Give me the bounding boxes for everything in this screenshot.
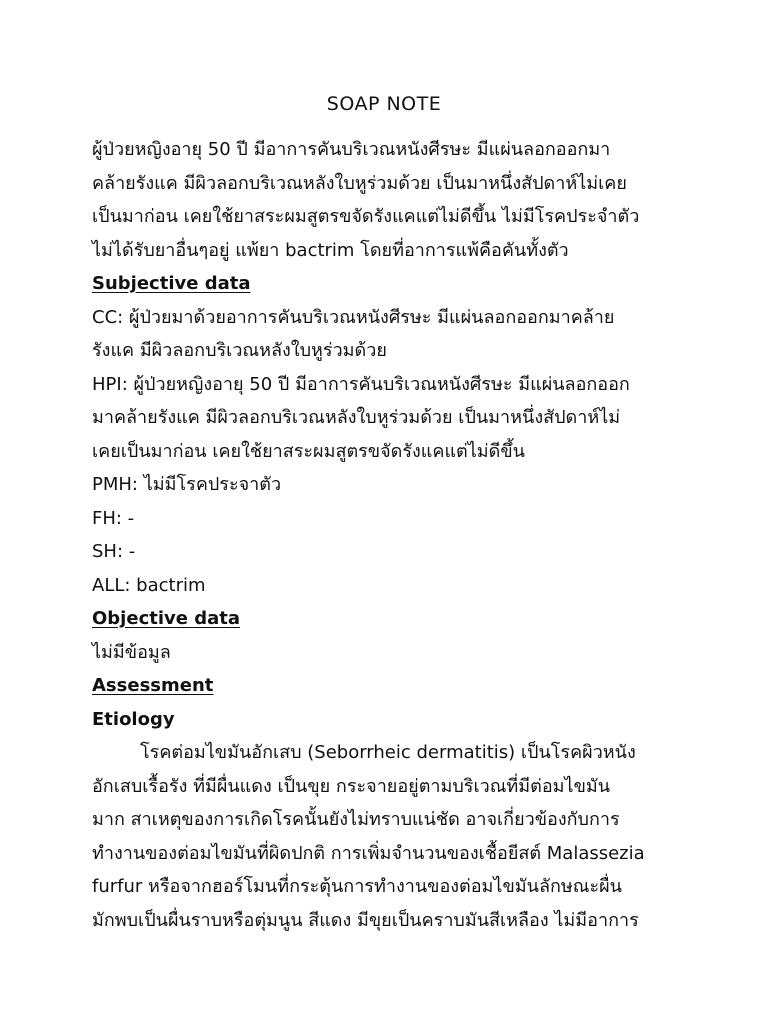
- document-title: SOAP NOTE: [326, 93, 442, 115]
- objective-line: ไม่มีข้อมูล: [92, 641, 171, 663]
- hpi-line: HPI: ผู้ป่วยหญิงอายุ 50 ปี มีอาการคันบริเวณหนังศีรษะ มีแผ่นลอกออก: [92, 373, 630, 395]
- etiology-line: furfur หรือจากฮอร์โมนที่กระตุ้นการทำงานของต่อมไขมันลักษณะผื่น: [92, 876, 622, 897]
- subjective-section: [92, 267, 692, 602]
- intro-line: คล้ายรังแค มีผิวลอกบริเวณหลังใบหูร่วมด้วย เป็นมาหนึ่งสัปดาห์ไม่เคย: [92, 172, 627, 194]
- hpi-line: มาคล้ายรังแค มีผิวลอกบริเวณหลังใบหูร่วมด้วย เป็นมาหนึ่งสัปดาห์ไม่: [92, 407, 621, 428]
- hpi-line: เคยเป็นมาก่อน เคยใช้ยาสระผมสูตรขจัดรังแคแต่ไม่ดีขึ้น: [92, 440, 525, 462]
- objective-heading: Objective data: [92, 608, 240, 629]
- etiology-line: อักเสบเรื้อรัง ที่มีผื่นแดง เป็นขุย กระจายอยู่ตามบริเวณที่มีต่อมไขมัน: [92, 775, 611, 797]
- fh-line: FH: -: [92, 507, 135, 529]
- intro-line: ผู้ป่วยหญิงอายุ 50 ปี มีอาการคันบริเวณหนังศีรษะ มีแผ่นลอกออกมา: [92, 139, 611, 160]
- intro-line: ไม่ได้รับยาอื่นๆอยู่ แพ้ยา bactrim โดยที่อาการแพ้คือคันทั้งตัว: [92, 239, 569, 261]
- pmh-line: PMH: ไม่มีโรคประจาตัว: [92, 474, 282, 495]
- etiology-line: ทำงานของต่อมไขมันที่ผิดปกติ การเพิ่มจำนวนของเชื้อยีสต์ Malassezia: [92, 842, 645, 864]
- etiology-line: โรคต่อมไขมันอักเสบ (Seborrheic dermatitis) เป็นโรคผิวหนัง: [140, 742, 636, 763]
- objective-section: [92, 602, 692, 669]
- subjective-heading: Subjective data: [92, 273, 251, 294]
- intro-paragraph: [92, 133, 692, 267]
- chief-complaint-line: CC: ผู้ป่วยมาด้วยอาการคันบริเวณหนังศีรษะ มีแผ่นลอกออกมาคล้าย: [92, 306, 615, 328]
- allergy-line: ALL: bactrim: [92, 574, 206, 596]
- intro-line: เป็นมาก่อน เคยใช้ยาสระผมสูตรขจัดรังแคแต่ไม่ดีขึ้น ไม่มีโรคประจำตัว: [92, 206, 640, 227]
- chief-complaint-line: รังแค มีผิวลอกบริเวณหลังใบหูร่วมด้วย: [92, 340, 387, 361]
- assessment-section: [92, 669, 692, 937]
- document-body: [92, 133, 692, 937]
- etiology-line: มักพบเป็นผื่นราบหรือตุ่มนูน สีแดง มีขุยเป็นคราบมันสีเหลือง ไม่มีอาการ: [92, 909, 639, 931]
- assessment-heading: Assessment: [92, 675, 214, 696]
- sh-line: SH: -: [92, 541, 136, 562]
- etiology-heading: Etiology: [92, 708, 175, 730]
- etiology-line: มาก สาเหตุของการเกิดโรคนั้นยังไม่ทราบแน่ชัด อาจเกี่ยวข้องกับการ: [92, 809, 620, 830]
